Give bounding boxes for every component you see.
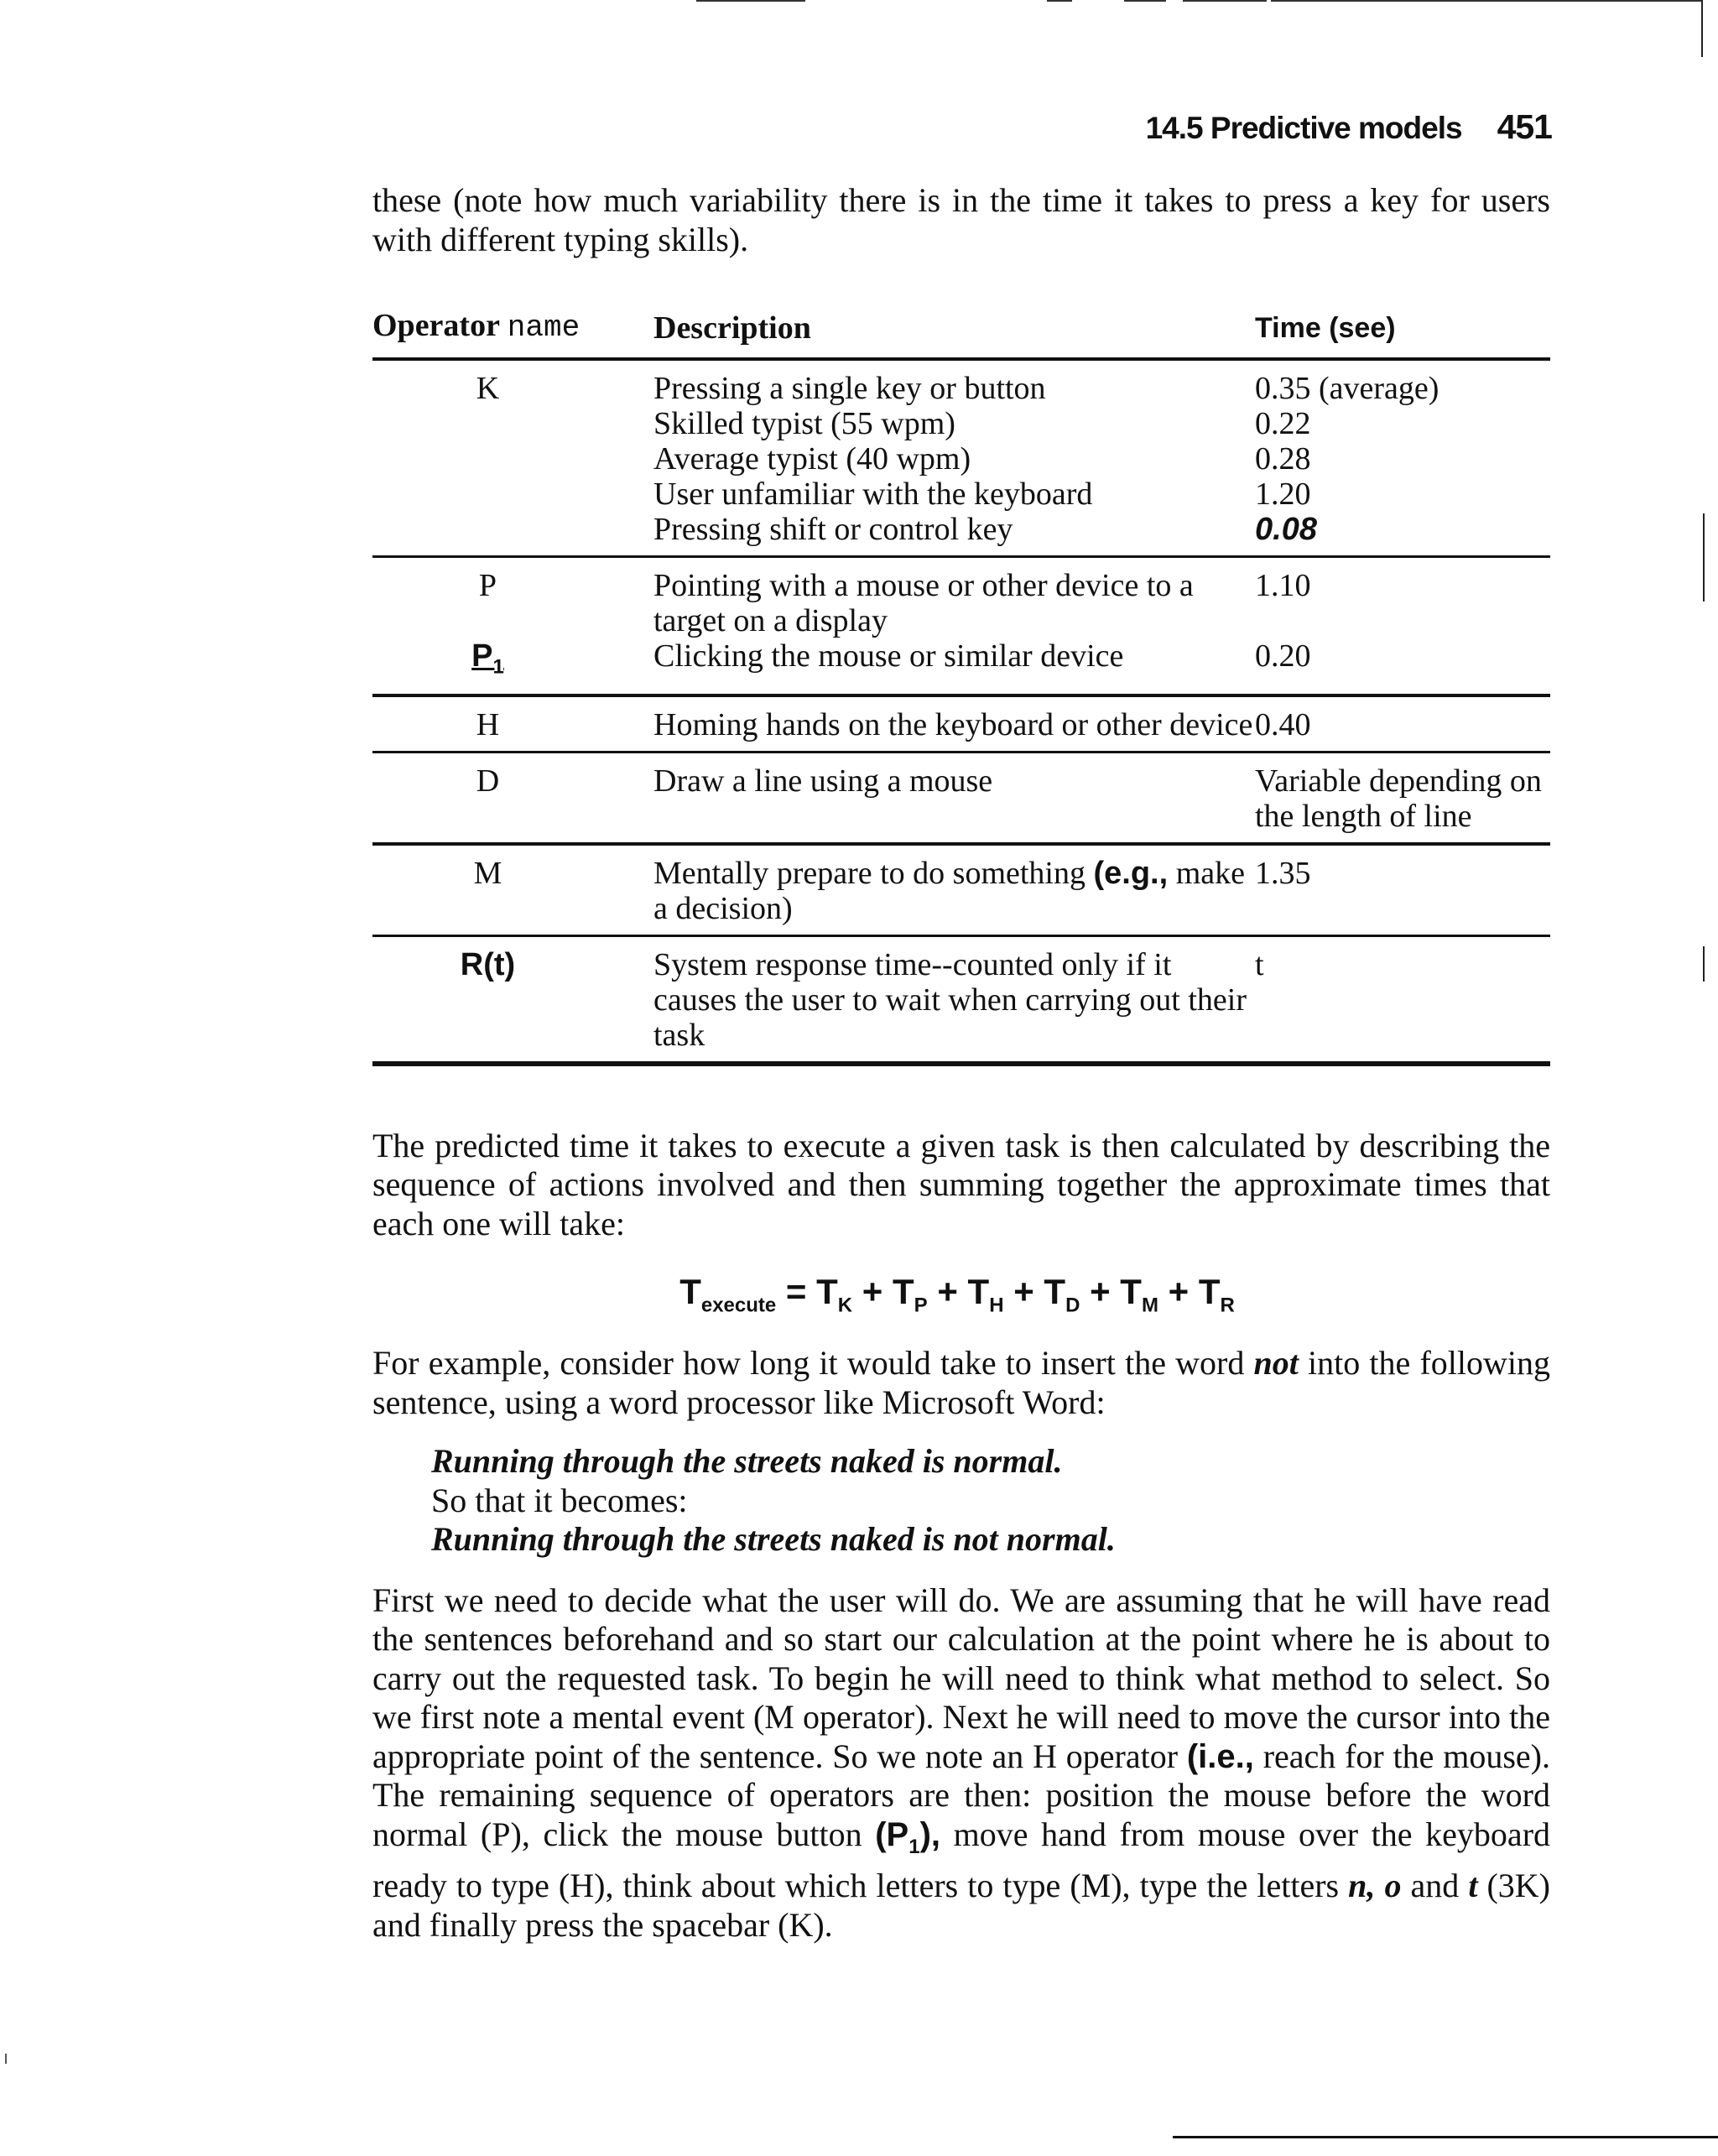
header-description: Description [653, 310, 811, 346]
scan-artifact-line [1703, 513, 1705, 601]
operator-cell: K [476, 371, 500, 406]
table-row [372, 512, 1550, 557]
intro-paragraph: these (note how much variability there is in the time it takes to press a key for users with different typing skills). [372, 181, 1550, 258]
page-number: 451 [1497, 107, 1552, 146]
table-row [372, 695, 1550, 753]
scan-artifact-line [1124, 0, 1166, 2]
operator-cell [372, 441, 653, 477]
section-title: 14.5 Predictive models [1145, 111, 1462, 145]
table-row [372, 477, 1550, 512]
scan-artifact-line [1271, 0, 1703, 2]
description-cell: Clicking the mouse or similar device [653, 638, 1124, 674]
description-cell: Pressing shift or control key [653, 512, 1013, 547]
operator-cell: P [478, 568, 497, 603]
table-row [372, 557, 1550, 639]
table-group-k [372, 359, 1550, 557]
example-sentence-modified: Running through the streets naked is not normal. [431, 1520, 1116, 1559]
operator-cell: $P_1$ [471, 638, 504, 679]
time-cell: Variable depending on the length of line [1255, 763, 1542, 834]
description-cell: Mentally prepare to do something (e.g., make a decision) [653, 855, 1245, 926]
table-group-m [372, 844, 1550, 936]
operator-cell: D [476, 763, 500, 799]
scan-artifact-line [5, 2054, 7, 2064]
scan-artifact-line [1047, 0, 1072, 2]
running-header [1146, 107, 1552, 147]
time-cell: 0.40 [1255, 706, 1311, 742]
time-cell: 0.20 [1255, 638, 1311, 674]
description-cell: Draw a line using a mouse [653, 763, 993, 799]
table-row [372, 441, 1550, 477]
time-cell: 0.22 [1255, 406, 1311, 441]
description-cell: Pointing with a mouse or other device to a target on a display [653, 568, 1194, 638]
example-transition: So that it becomes: [431, 1481, 688, 1519]
header-time: Time (see) [1255, 312, 1396, 344]
body-paragraph: For example, consider how long it would take to insert the word not into the following sentence, using a word processor like Microsoft Word: [372, 1344, 1551, 1421]
body-paragraph: The predicted time it takes to execute a given task is then calculated by describing the sequence of actions involved and then summing together the approximate times that each one will take: [372, 1126, 1550, 1242]
table-group-r [372, 935, 1550, 1064]
operator-table [372, 308, 1550, 1066]
table-row [372, 752, 1550, 844]
header-operator-name: Operator name [372, 308, 580, 345]
description-cell: System response time--counted only if it causes the user to wait when carrying out their task [653, 946, 1247, 1053]
page-content [372, 181, 1550, 1945]
scan-artifact-line [696, 0, 805, 2]
operator-cell [372, 477, 653, 512]
description-cell: User unfamiliar with the keyboard [653, 477, 1093, 512]
table-group-p [372, 557, 1550, 695]
time-cell: 1.10 [1255, 568, 1311, 603]
example-block [431, 1442, 1550, 1560]
time-cell: 0.35 (average) [1255, 371, 1439, 406]
description-cell: Pressing a single key or button [653, 371, 1046, 406]
time-cell: 0.28 [1255, 441, 1311, 477]
scan-artifact-line [1173, 2136, 1718, 2138]
table-row [372, 638, 1550, 695]
table-header-row [372, 308, 1550, 359]
table-row [372, 935, 1550, 1064]
operator-cell: M [473, 855, 502, 891]
scan-artifact-line [1701, 0, 1703, 57]
operator-cell: R(t) [460, 946, 516, 982]
table-row [372, 844, 1550, 936]
time-cell: 1.20 [1255, 477, 1311, 512]
operator-cell [372, 512, 653, 557]
description-cell: Homing hands on the keyboard or other device [653, 706, 1253, 742]
operator-cell [372, 406, 653, 441]
scan-artifact-line [1183, 0, 1267, 2]
time-cell: t [1255, 946, 1264, 982]
description-cell: Skilled typist (55 wpm) [653, 406, 955, 441]
table-group-h [372, 695, 1550, 753]
table-group-d [372, 752, 1550, 844]
time-cell: 1.35 [1255, 855, 1311, 891]
operator-cell: H [476, 706, 500, 742]
table-row [372, 359, 1550, 406]
body-paragraph: First we need to decide what the user will do. We are assuming that he will have read the sentences beforehand and so start our calculation at the point where he is about to carry out the requested task. To begin he will need to think what method to select. So we first note a mental event (M operator). Next he will need to move the cursor into the appropriate point of the sentence. So we note an H operator (i.e., reach for the mouse). The remaining sequence of operators are then: position the mouse before the word normal (P), click the mouse button $(P_1)$, move hand from mouse over the keyboard ready to type (H), think about which letters to type (M), type the letters n, o and t (3K) and finally press the spacebar (K). [372, 1581, 1551, 1944]
table-row [372, 406, 1550, 441]
time-cell: 0.08 [1255, 512, 1317, 547]
example-sentence-original: Running through the streets naked is normal. [431, 1442, 1063, 1481]
scan-artifact-line [1703, 946, 1705, 982]
description-cell: Average typist (40 wpm) [653, 441, 971, 477]
execution-time-formula: $T_{execute} = T_K + T_P + T_H + T_D + T_M + T_R$ [679, 1272, 1235, 1317]
